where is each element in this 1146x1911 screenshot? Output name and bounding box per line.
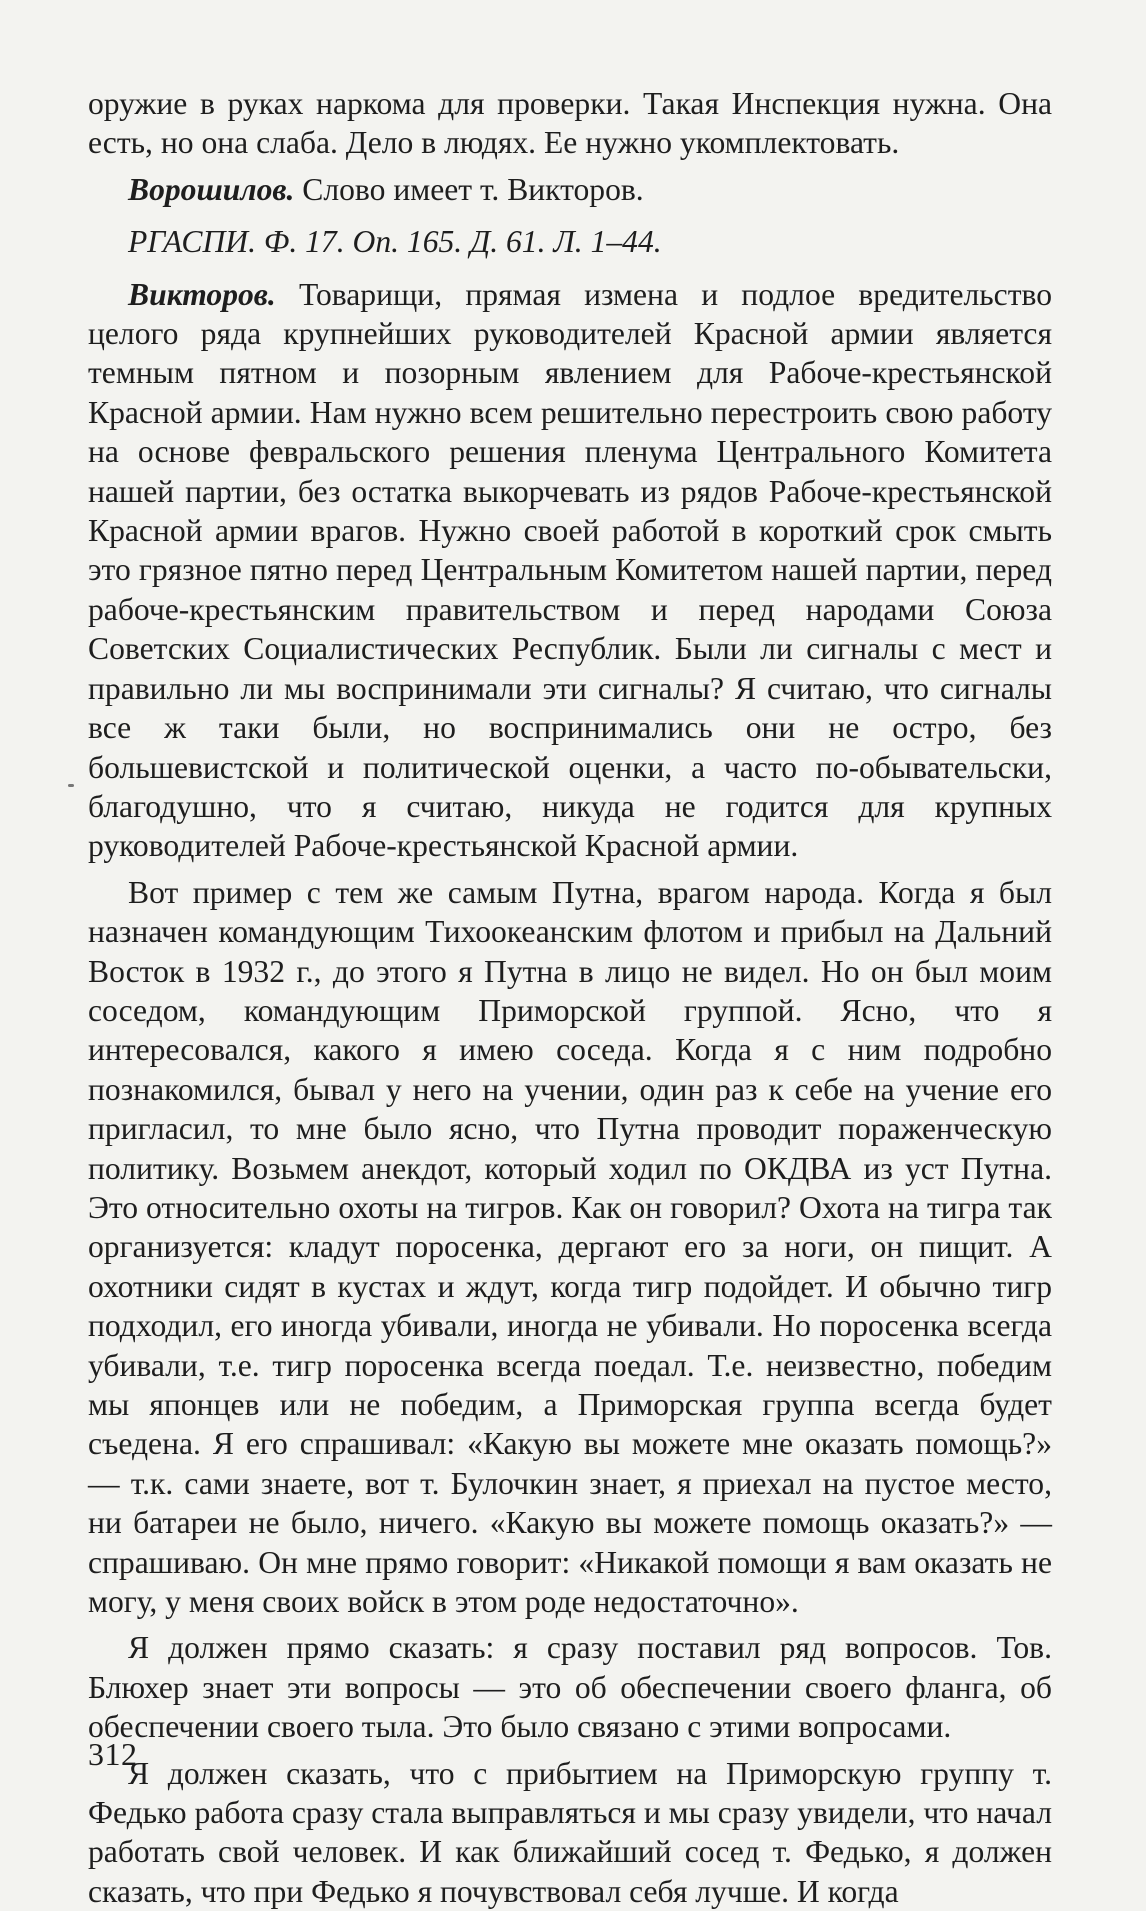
archive-reference <box>88 222 1052 261</box>
archive-reference-text: РГАСПИ. Ф. 17. Оп. 165. Д. 61. Л. 1–44. <box>128 224 662 260</box>
chair-remark <box>88 170 1052 209</box>
document-page <box>88 84 1052 1911</box>
speech-paragraph: Я должен сказать, что с прибытием на Приморскую группу т. Федько работа сразу стала выправляться и мы сразу увидели, что начал работать свой человек. И как ближайший сосед т. Федько, я должен сказать, что при Федько я почувствовал себя лучше. И когда <box>88 1755 1052 1909</box>
speech-paragraph: Вот пример с тем же самым Путна, врагом народа. Когда я был назначен командующим Тихоокеанским флотом и прибыл на Дальний Восток в 1932 г., до этого я Путна в лицо не видел. Но он был моим соседом, командующим Приморской группой. Ясно, что я интересовался, какого я имею соседа. Когда я с ним подробно познакомился, бывал у него на учении, один раз к себе на учение его пригласил, то мне было ясно, что Путна проводит пораженческую политику. Возьмем анекдот, который ходил по ОКДВА из уст Путна. Это относительно охоты на тигров. Как он говорил? Охота на тигра так организуется: кладут поросенка, дергают его за ноги, он пищит. А охотники сидят в кустах и ждут, когда тигр подойдет. И обычно тигр подходил, его иногда убивали, иногда не убивали. Но поросенка всегда убивали, т.е. тигр поросенка всегда поедал. Т.е. неизвестно, победим мы японцев или не победим, а Приморская группа всегда будет съедена. Я его спрашивал: «Какую вы можете мне оказать помощь?» — т.к. сами знаете, вот т. Булочкин знает, я приехал на пустое место, ни батареи не было, ничего. «Какую вы можете помощь оказать?» — спрашиваю. Он мне прямо говорит: «Никакой помощи я вам оказать не могу, у меня своих войск в этом роде недостаточно». <box>88 874 1052 1620</box>
speech-paragraph-text: Товарищи, прямая измена и подлое вредительство целого ряда крупнейших руководителей Красной армии является темным пятном и позорным явлением для Рабоче-крестьянской Красной армии. Нам нужно всем решительно перестроить свою работу на основе февральского решения пленума Центрального Комитета нашей партии, без остатка выкорчевать из рядов Рабоче-крестьянской Красной армии врагов. Нужно своей работой в короткий срок смыть это грязное пятно перед Центральным Комитетом нашей партии, перед рабоче-крестьянским правительством и перед народами Союза Советских Социалистических Республик. Были ли сигналы с мест и правильно ли мы воспринимали эти сигналы? Я считаю, что сигналы все ж таки были, но воспринимались они не остро, без большевистской и политической оценки, а часто по-обывательски, благодушно, что я считаю, никуда не годится для крупных руководителей Рабоче-крестьянской Красной армии. <box>88 276 1052 864</box>
scan-mark <box>68 784 74 787</box>
speech-paragraph <box>88 275 1052 866</box>
chair-remark-text: Слово имеет т. Викторов. <box>294 171 644 207</box>
speaker-name: Ворошилов. <box>128 171 295 207</box>
opening-paragraph <box>88 84 1052 163</box>
speaker-name: Викторов. <box>128 276 276 312</box>
speech-paragraph: Я должен прямо сказать: я сразу поставил ряд вопросов. Тов. Блюхер знает эти вопросы — это об обеспечении своего фланга, об обеспечении своего тыла. Это было связано с этими вопросами. <box>88 1630 1052 1745</box>
opening-text: оружие в руках наркома для проверки. Такая Инспекция нужна. Она есть, но она слаба. Дело в людях. Ее нужно укомплектовать. <box>88 86 1052 161</box>
page-number: 312 <box>88 1736 138 1772</box>
